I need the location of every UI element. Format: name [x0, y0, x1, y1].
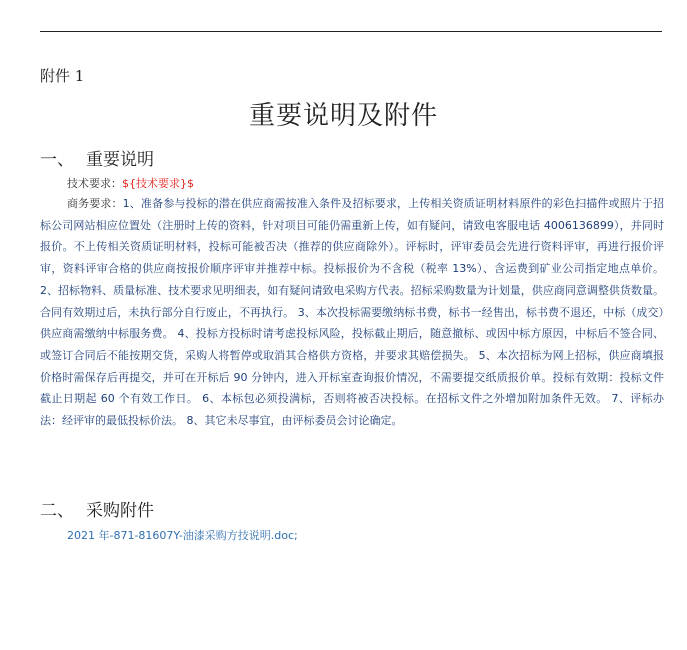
section-number: 一、	[40, 150, 74, 170]
section-number: 二、	[40, 501, 74, 521]
business-requirements-label: 商务要求：	[67, 197, 123, 210]
tech-requirements-value: ${技术要求}$	[122, 177, 194, 190]
business-requirements	[40, 193, 664, 432]
section-title: 采购附件	[86, 501, 154, 521]
attachment-file-link[interactable]: 2021 年-871-81607Y-油漆采购方技说明.doc;	[67, 529, 298, 542]
tech-requirements	[67, 175, 194, 191]
section-heading-important-notes	[40, 145, 154, 170]
business-requirements-text: 1、准备参与投标的潜在供应商需按准入条件及招标要求，上传相关资质证明材料原件的彩色扫描件或照片于招标公司网站相应位置处（注册时上传的资料，针对项目可能仍需重新上传，如有疑问，请致电客服电话 4006136899），并同时报价。不上传相关资质证明材料，投标可能被否决（推荐的供应商除外）。评标时，评审委员会先进行资料评审，再进行报价评审，资料评审合格的供应商按报价顺序评审并推荐中标。投标报价为不含税（税率 13%）、含运费到矿业公司指定地点单价。 2、招标物料、质量标准、技术要求见明细表，如有疑问请致电采购方代表。招标采购数量为计划量，供应商同意调整供货数量。合同有效期过后，未执行部分自行废止，不再执行。 3、本次投标需要缴纳标书费，标书一经售出，标书费不退还，中标（成交）供应商需缴纳中标服务费。 4、投标方投标时请考虑投标风险，投标截止期后，随意撤标、或因中标方原因，中标后不签合同、或签订合同后不能按期交货，采购人将暂停或取消其合格供方资格，并要求其赔偿损失。 5、本次招标为网上招标，供应商填报价格时需保存后再提交，并可在开标后 90 分钟内，进入开标室查询报价情况，不需要提交纸质报价单。投标有效期：投标文件截止日期起 60 个有效工作日。 6、本标包必须投满标，否则将被否决投标。在招标文件之外增加附加条件无效。 7、评标办法：经评审的最低投标价法。 8、其它未尽事宜，由评标委员会讨论确定。	[40, 197, 665, 428]
page-title: 重要说明及附件	[248, 101, 438, 131]
top-divider	[40, 31, 662, 32]
annex-label: 附件 1	[40, 67, 85, 85]
section-title: 重要说明	[86, 150, 154, 170]
section-heading-attachments	[40, 496, 154, 521]
tech-requirements-label: 技术要求：	[67, 177, 122, 190]
